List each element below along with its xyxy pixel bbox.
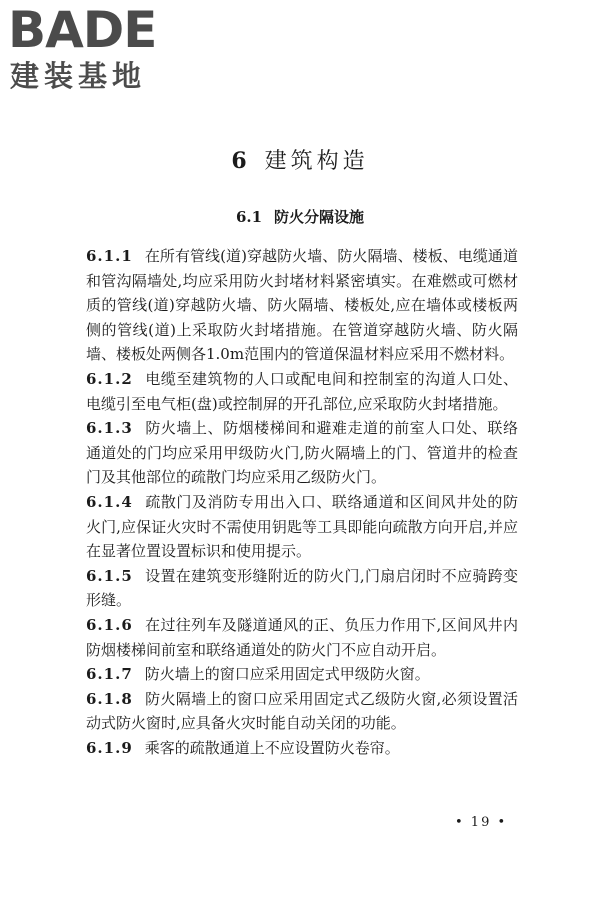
clause-text: 防火墙上、防烟楼梯间和避难走道的前室人口处、联络通道处的门均应采用甲级防火门,防火隔墙上的门、管道井的检查门及其他部位的疏散门均应采用乙级防火门。 [86, 419, 518, 487]
clause-6-1-7 [86, 662, 518, 687]
clause-number: 6.1.4 [86, 492, 133, 511]
clause-6-1-2 [86, 367, 518, 416]
clause-text: 设置在建筑变形缝附近的防火门,门扇启闭时不应骑跨变形缝。 [86, 566, 518, 610]
clause-text: 在所有管线(道)穿越防火墙、防火隔墙、楼板、电缆通道和管沟隔墙处,均应采用防火封堵材料紧密填实。在难燃或可燃材质的管线(道)穿越防火墙、防火隔墙、楼板处,应在墙体或楼板两侧的管线(道)上采取防火封堵措施。在管道穿越防火墙、防火隔墙、楼板处两侧各1.0m范围内的管道保温材料应采用不燃材料。 [86, 247, 518, 364]
page-number: • 19 • [455, 815, 508, 830]
chapter-title [0, 146, 600, 177]
clause-number: 6.1.8 [86, 689, 133, 708]
logo-mark: BADE [8, 1, 157, 59]
section-name: 防火分隔设施 [274, 208, 365, 226]
clause-text: 防火墙上的窗口应采用固定式甲级防火窗。 [144, 665, 430, 684]
section-title [0, 206, 600, 228]
clause-6-1-3 [86, 416, 518, 490]
clause-number: 6.1.9 [86, 738, 133, 757]
clause-text: 在过往列车及隧道通风的正、负压力作用下,区间风井内防烟楼梯间前室和联络通道处的防火门不应自动开启。 [86, 615, 518, 659]
clause-text: 乘客的疏散通道上不应设置防火卷帘。 [144, 738, 400, 757]
clause-number: 6.1.1 [86, 247, 133, 265]
clause-number: 6.1.5 [86, 566, 133, 585]
clause-number: 6.1.7 [86, 665, 133, 684]
clause-number: 6.1.2 [86, 369, 133, 388]
chapter-name: 建筑构造 [264, 149, 369, 174]
chapter-number: 6 [231, 148, 251, 174]
logo-subtitle: 建装基地 [10, 59, 147, 93]
clause-text: 防火隔墙上的窗口应采用固定式乙级防火窗,必须设置活动式防火窗时,应具备火灾时能自动关闭的功能。 [86, 689, 518, 733]
clause-text: 电缆至建筑物的人口或配电间和控制室的沟道人口处、电缆引至电气柜(盘)或控制屏的开孔部位,应采取防火封堵措施。 [86, 369, 518, 413]
clause-text: 疏散门及消防专用出入口、联络通道和区间风井处的防火门,应保证火灾时不需使用钥匙等工具即能向疏散方向开启,并应在显著位置设置标识和使用提示。 [86, 492, 518, 561]
clause-list [86, 244, 518, 760]
clause-6-1-4 [86, 490, 518, 564]
clause-6-1-5 [86, 564, 518, 613]
brand-logo [8, 2, 178, 97]
clause-6-1-8 [86, 687, 518, 736]
clause-6-1-9 [86, 736, 518, 761]
clause-number: 6.1.3 [86, 419, 133, 438]
clause-number: 6.1.6 [86, 615, 133, 634]
section-number: 6.1 [235, 208, 263, 226]
clause-6-1-1 [86, 244, 518, 367]
clause-6-1-6 [86, 613, 518, 662]
